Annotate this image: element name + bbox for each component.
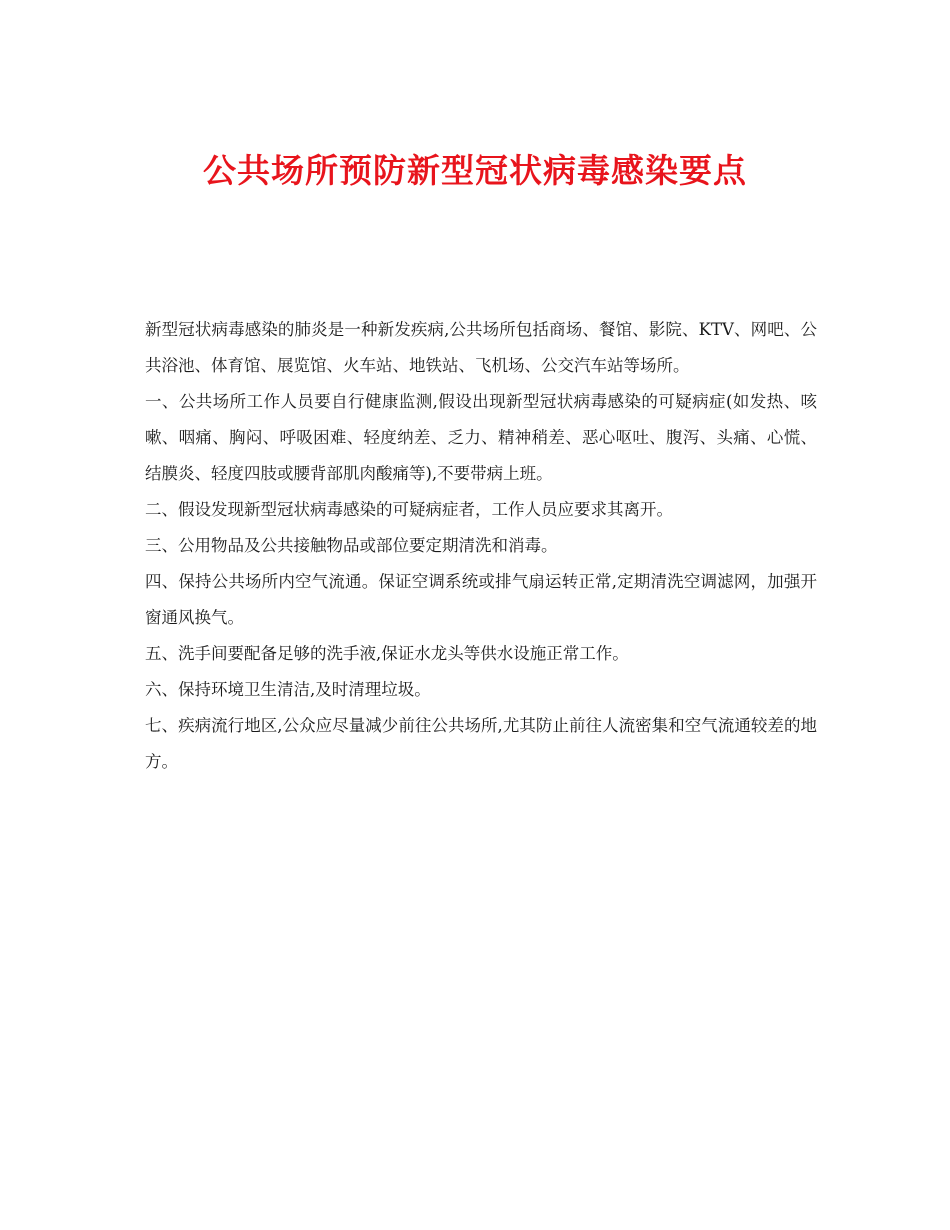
document-body [145,312,817,780]
paragraph-item-3: 三、公用物品及公共接触物品或部位要定期清洗和消毒。 [145,536,558,555]
paragraph-item-6: 六、保持环境卫生清洁,及时清理垃圾。 [145,680,431,699]
paragraph-item-1: 一、公共场所工作人员要自行健康监测,假设出现新型冠状病毒感染的可疑病症(如发热、咳嗽、咽痛、胸闷、呼吸困难、轻度纳差、乏力、精神稍差、恶心呕吐、腹泻、头痛、心慌、结膜炎、轻度四肢或腰背部肌肉酸痛等),不要带病上班。 [145,392,817,483]
paragraph-intro: 新型冠状病毒感染的肺炎是一种新发疾病,公共场所包括商场、餐馆、影院、KTV、网吧、公共浴池、体育馆、展览馆、火车站、地铁站、飞机场、公交汽车站等场所。 [145,320,817,375]
document-title: 公共场所预防新型冠状病毒感染要点 [203,151,747,191]
paragraph-item-5: 五、洗手间要配备足够的洗手液,保证水龙头等供水设施正常工作。 [145,644,629,663]
paragraph-item-7: 七、疾病流行地区,公众应尽量减少前往公共场所,尤其防止前往人流密集和空气流通较差的地方。 [145,716,817,771]
paragraph-item-4: 四、保持公共场所内空气流通。保证空调系统或排气扇运转正常,定期清洗空调滤网，加强开窗通风换气。 [145,572,817,627]
paragraph-item-2: 二、假设发现新型冠状病毒感染的可疑病症者，工作人员应要求其离开。 [145,500,673,519]
